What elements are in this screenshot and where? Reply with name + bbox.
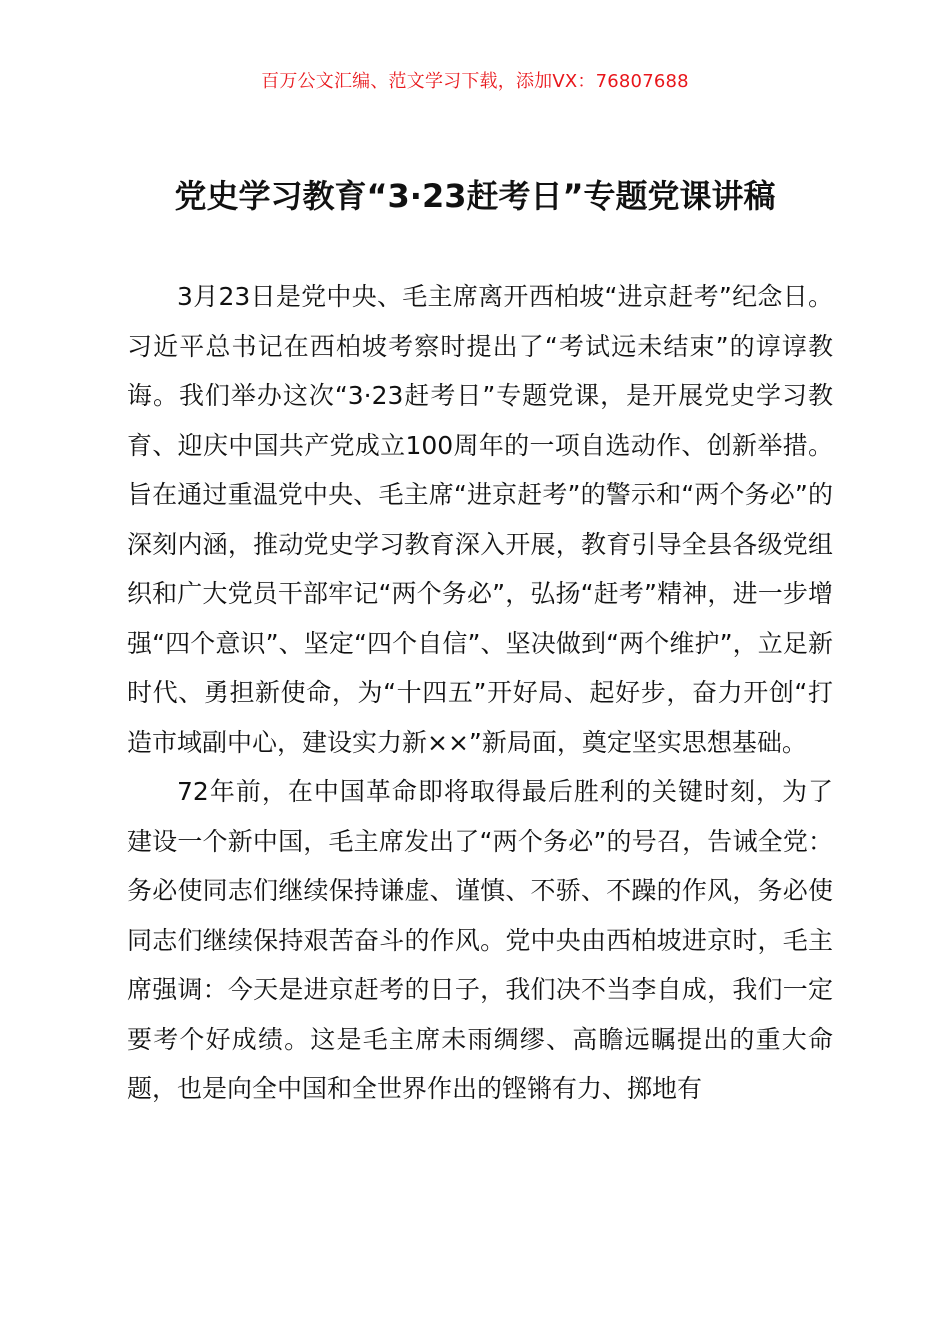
document-title: 党史学习教育“3·23赶考日”专题党课讲稿 (174, 177, 776, 215)
header-note: 百万公文汇编、范文学习下载，添加VX：76807688 (261, 71, 689, 92)
paragraph-1: 3月23日是党中央、毛主席离开西柏坡“进京赶考”纪念日。习近平总书记在西柏坡考察时提出了“考试远未结束”的谆谆教诲。我们举办这次“3·23赶考日”专题党课，是开展党史学习教育、迎庆中国共产党成立100周年的一项自选动作、创新举措。旨在通过重温党中央、毛主席“进京赶考”的警示和“两个务必”的深刻内涵，推动党史学习教育深入开展，教育引导全县各级党组织和广大党员干部牢记“两个务必”，弘扬“赶考”精神，进一步增强“四个意识”、坚定“四个自信”、坚决做到“两个维护”，立足新时代、勇担新使命，为“十四五”开好局、起好步，奋力开创“打造市域副中心，建设实力新××”新局面，奠定坚实思想基础。 (127, 282, 833, 757)
document-body (127, 272, 833, 1114)
paragraph-2: 72年前，在中国革命即将取得最后胜利的关键时刻，为了建设一个新中国，毛主席发出了“两个务必”的号召，告诫全党：务必使同志们继续保持谦虚、谨慎、不骄、不躁的作风，务必使同志们继续保持艰苦奋斗的作风。党中央由西柏坡进京时，毛主席强调：今天是进京赶考的日子，我们决不当李自成，我们一定要考个好成绩。这是毛主席未雨绸缪、高瞻远瞩提出的重大命题，也是向全中国和全世界作出的铿锵有力、掷地有 (127, 777, 833, 1103)
